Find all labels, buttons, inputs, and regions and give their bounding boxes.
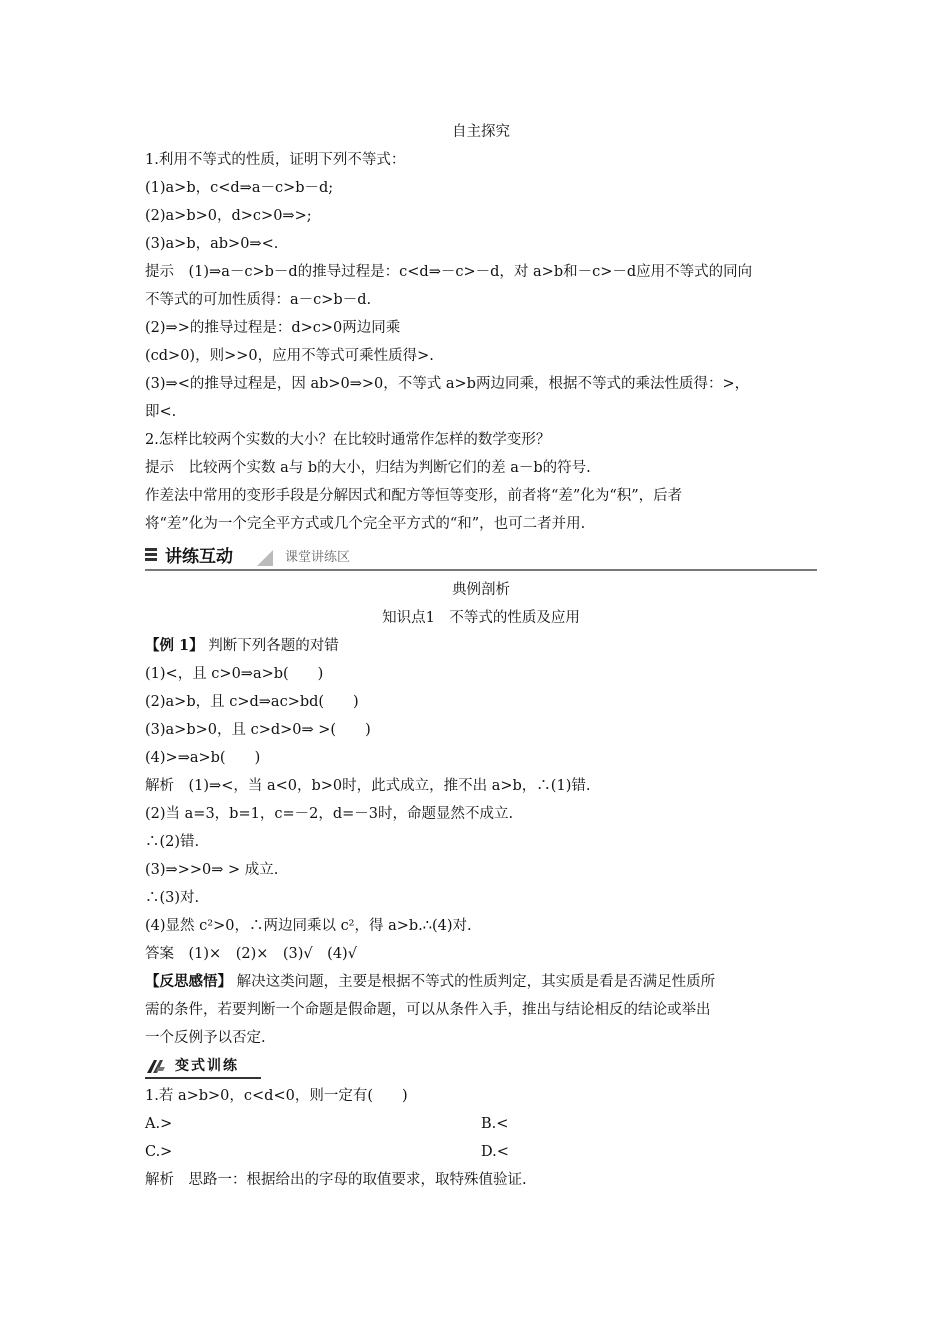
text-line: 1.利用不等式的性质，证明下列不等式： xyxy=(145,152,406,168)
text-line: (4)显然 c²>0，∴两边同乘以 c²，得 a>b.∴(4)对. xyxy=(145,918,472,934)
banner-title: 讲练互动 xyxy=(165,547,233,567)
text-line: 将“差”化为一个完全平方式或几个完全平方式的“和”，也可二者并用. xyxy=(145,516,586,532)
triangle-icon xyxy=(257,550,273,566)
section-heading: 典例剖析 xyxy=(452,582,510,598)
option-c: C.> xyxy=(145,1144,173,1160)
variant-title: 变式训练 xyxy=(175,1058,239,1074)
option-a: A.> xyxy=(145,1116,173,1132)
document-page xyxy=(145,118,817,1194)
variant-rule xyxy=(145,1077,261,1079)
variant-banner xyxy=(145,1054,817,1080)
text-line: 提示 (1)⇒a－c>b－d的推导过程是：c<d⇒－c>－d，对 a>b和－c>－d应用不等式的同向 xyxy=(145,264,753,280)
text-line: (3)a>b，ab>0⇒<. xyxy=(145,236,279,252)
stripes-icon xyxy=(145,548,157,566)
section-heading: 自主探究 xyxy=(452,124,510,140)
text-line: ∴(3)对. xyxy=(145,890,200,906)
text-line: (1)a>b，c<d⇒a－c>b－d; xyxy=(145,180,334,196)
solution-line: 解析 思路一：根据给出的字母的取值要求，取特殊值验证. xyxy=(145,1172,527,1188)
section-banner xyxy=(145,544,817,574)
question-line: 1.若 a>b>0，c<d<0，则一定有( ) xyxy=(145,1088,408,1104)
knowledge-point-heading: 知识点1 不等式的性质及应用 xyxy=(382,610,580,626)
example-body xyxy=(145,660,817,968)
banner-rule xyxy=(145,569,817,571)
text-line: 一个反例予以否定. xyxy=(145,1030,266,1046)
text-line: 需的条件，若要判断一个命题是假命题，可以从条件入手，推出与结论相反的结论或举出 xyxy=(145,1002,711,1018)
reflection-label: 【反思感悟】 xyxy=(145,973,232,990)
answer-line: 答案 (1)× (2)× (3)√ (4)√ xyxy=(145,946,357,962)
text-line: 即<. xyxy=(145,404,177,420)
pen-icon xyxy=(145,1057,167,1075)
options-row xyxy=(145,1138,817,1166)
text-line: (3)a>b>0，且 c>d>0⇒ >( ) xyxy=(145,722,371,738)
reflection-text: 解决这类问题，主要是根据不等式的性质判定，其实质是看是否满足性质所 xyxy=(232,974,716,990)
text-line: (4)>⇒a>b( ) xyxy=(145,750,261,766)
banner-subtitle: 课堂讲练区 xyxy=(285,550,351,565)
text-line: (2)⇒>的推导过程是：d>c>0两边同乘 xyxy=(145,320,401,336)
example-label: 【例 1】 xyxy=(145,637,204,654)
option-b: B.< xyxy=(481,1116,509,1132)
example-title xyxy=(145,632,817,660)
text-line: (cd>0)，则>>0，应用不等式可乘性质得>. xyxy=(145,348,434,364)
section1-body xyxy=(145,146,817,538)
text-line: ∴(2)错. xyxy=(145,834,200,850)
text-line: (3)⇒<的推导过程是，因 ab>0⇒>0，不等式 a>b两边同乘，根据不等式的乘法性质得：>， xyxy=(145,376,750,392)
reflection-line xyxy=(145,968,817,996)
text-line: 解析 (1)⇒<，当 a<0，b>0时，此式成立，推不出 a>b，∴(1)错. xyxy=(145,778,591,794)
example-text: 判断下列各题的对错 xyxy=(203,638,339,654)
text-line: 提示 比较两个实数 a与 b的大小，归结为判断它们的差 a－b的符号. xyxy=(145,460,591,476)
text-line: (2)a>b，且 c>d⇒ac>bd( ) xyxy=(145,694,359,710)
text-line: (2)a>b>0，d>c>0⇒>; xyxy=(145,208,312,224)
option-d: D.< xyxy=(481,1144,509,1160)
text-line: 不等式的可加性质得：a－c>b－d. xyxy=(145,292,372,308)
text-line: 2.怎样比较两个实数的大小？在比较时通常作怎样的数学变形？ xyxy=(145,432,551,448)
text-line: (2)当 a=3，b=1，c=－2，d=－3时，命题显然不成立. xyxy=(145,806,514,822)
text-line: (3)⇒>>0⇒ > 成立. xyxy=(145,862,279,878)
text-line: (1)<，且 c>0⇒a>b( ) xyxy=(145,666,324,682)
text-line: 作差法中常用的变形手段是分解因式和配方等恒等变形，前者将“差”化为“积”，后者 xyxy=(145,488,683,504)
options-row xyxy=(145,1110,817,1138)
